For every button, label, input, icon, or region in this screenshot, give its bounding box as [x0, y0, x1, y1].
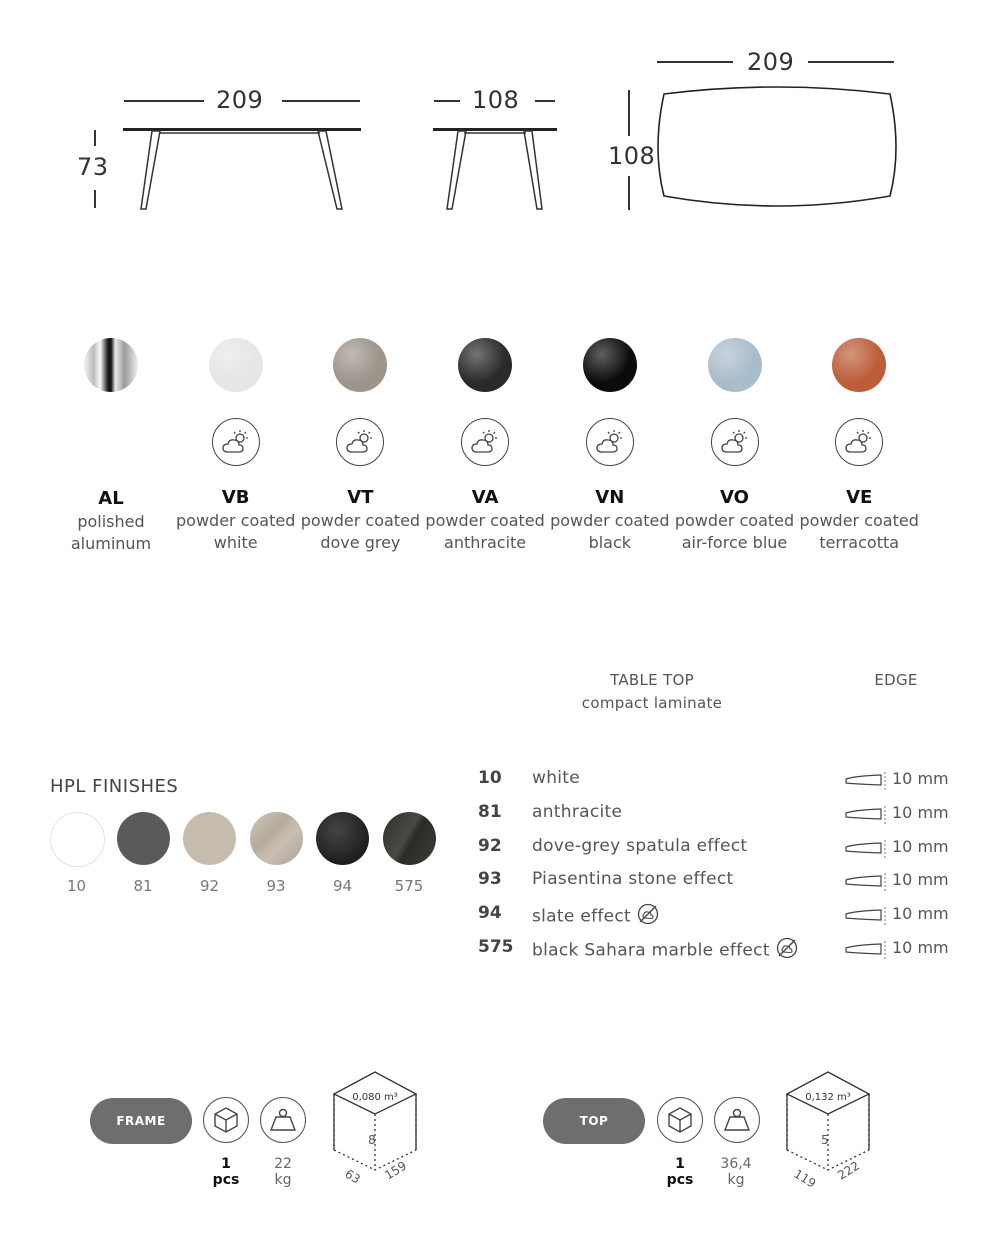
- edge-thickness: 10 mm: [892, 870, 949, 890]
- hpl-label: 10: [66, 877, 87, 895]
- row-name-wrap: [532, 937, 798, 964]
- hpl-label: 93: [266, 877, 286, 895]
- row-name: anthracite: [532, 801, 623, 822]
- finish-swatch: [708, 338, 762, 392]
- finish-swatch: [458, 338, 512, 392]
- finish-code: AL: [98, 488, 124, 509]
- edge-profile-icon: [845, 941, 887, 963]
- top-box-length: 222: [835, 1158, 863, 1183]
- frame-box-width: 63: [342, 1166, 363, 1187]
- row-name-wrap: [532, 903, 659, 930]
- frame-volume: 0,080 m³: [352, 1092, 398, 1103]
- top-volume: 0,132 m³: [805, 1092, 851, 1103]
- table-front-view: [430, 125, 560, 213]
- edge-profile-icon: [845, 772, 887, 794]
- table-side-view: [120, 125, 365, 213]
- frame-box-length: 159: [382, 1158, 410, 1183]
- finish-code: VB: [221, 487, 250, 508]
- hpl-swatch-94: [316, 812, 369, 865]
- finish-code: VA: [471, 487, 499, 508]
- finish-code: VN: [595, 487, 625, 508]
- top-width-label: 108: [608, 142, 656, 170]
- finish-description: powder coated air-force blue: [674, 511, 795, 552]
- outdoor-weather-icon: [586, 418, 634, 466]
- row-code: 575: [478, 937, 514, 957]
- finish-va: [415, 338, 555, 554]
- finish-swatch: [209, 338, 263, 392]
- table-top-heading-line2: compact laminate: [581, 694, 723, 712]
- finish-description: powder coated terracotta: [799, 511, 919, 552]
- finish-vo: [665, 338, 805, 554]
- table-top-row: [478, 834, 958, 862]
- box-icon: [203, 1097, 249, 1143]
- finish-code: VT: [347, 487, 374, 508]
- finish-swatch: [583, 338, 637, 392]
- row-code: 81: [478, 801, 502, 822]
- edge-thickness: 10 mm: [892, 836, 949, 856]
- weight-icon: [714, 1097, 760, 1143]
- side-length-label: 209: [216, 86, 264, 114]
- height-label: 73: [77, 153, 109, 181]
- top-weight: [711, 1156, 761, 1188]
- frame-weight-unit: kg: [274, 1172, 292, 1188]
- box-icon: [657, 1097, 703, 1143]
- no-outdoor-icon: [637, 903, 659, 930]
- finish-description: powder coated anthracite: [425, 511, 545, 552]
- finish-vb: [166, 338, 306, 554]
- outdoor-weather-icon: [461, 418, 509, 466]
- row-name: black Sahara marble effect: [532, 940, 770, 961]
- outdoor-weather-icon: [711, 418, 759, 466]
- row-name: slate effect: [532, 906, 632, 927]
- frame-weight: [258, 1156, 308, 1188]
- side-width-label: 108: [472, 86, 520, 114]
- finish-code: VE: [846, 487, 873, 508]
- edge-thickness: 10 mm: [892, 802, 949, 822]
- edge-thickness: 10 mm: [892, 938, 949, 957]
- hpl-swatch-81: [117, 812, 170, 865]
- row-name-wrap: [532, 768, 580, 788]
- outdoor-weather-icon: [212, 418, 260, 466]
- finish-swatch: [84, 338, 138, 392]
- top-box-height: 5: [821, 1133, 829, 1147]
- row-name: white: [532, 768, 581, 788]
- row-name-wrap: [532, 802, 622, 822]
- outdoor-weather-icon: [835, 418, 883, 466]
- frame-pcs: [201, 1156, 251, 1188]
- finish-code: VO: [720, 487, 749, 508]
- weight-icon: [260, 1097, 306, 1143]
- table-top-row: [478, 766, 958, 794]
- finish-ve: [789, 338, 929, 554]
- table-top-row: [478, 901, 958, 929]
- hpl-label: 92: [199, 877, 220, 895]
- edge-thickness: 10 mm: [892, 904, 949, 924]
- hpl-swatch-10: [50, 812, 105, 867]
- top-pcs-unit: pcs: [666, 1172, 694, 1188]
- edge-heading: EDGE: [874, 671, 918, 689]
- finish-al: [41, 338, 181, 555]
- edge-profile-icon: [845, 873, 887, 895]
- hpl-swatch-92: [183, 812, 236, 865]
- row-code: 93: [478, 869, 502, 890]
- finish-description: powder coated white: [176, 511, 296, 552]
- frame-pcs-unit: pcs: [212, 1172, 240, 1188]
- row-code: 10: [478, 768, 502, 788]
- top-box-diagram: [781, 1064, 877, 1194]
- hpl-label: 81: [133, 877, 153, 895]
- top-weight-unit: kg: [727, 1172, 745, 1188]
- edge-profile-icon: [845, 806, 887, 828]
- no-outdoor-icon: [776, 937, 798, 964]
- table-top-heading: [552, 669, 752, 715]
- finish-vt: [290, 338, 430, 554]
- hpl-label: 575: [394, 877, 424, 895]
- top-weight-value: 36,4: [720, 1156, 752, 1172]
- edge-thickness: 10 mm: [892, 769, 949, 788]
- frame-pill: FRAME: [90, 1098, 192, 1144]
- top-pcs-number: 1: [675, 1156, 685, 1172]
- hpl-label: 94: [332, 877, 353, 895]
- table-top-row: [478, 867, 958, 895]
- row-code: 92: [478, 835, 502, 856]
- row-name-wrap: [532, 836, 747, 856]
- row-name: Piasentina stone effect: [532, 869, 734, 890]
- outdoor-weather-icon: [336, 418, 384, 466]
- table-top-view: [652, 84, 902, 216]
- finish-description: powder coated black: [550, 511, 670, 552]
- finish-description: polished aluminum: [70, 512, 152, 553]
- hpl-title: HPL FINISHES: [50, 776, 179, 797]
- frame-box-diagram: [328, 1064, 424, 1194]
- finish-swatch: [333, 338, 387, 392]
- hpl-swatch-575: [383, 812, 436, 865]
- table-top-row: [478, 800, 958, 828]
- top-box-width: 119: [791, 1166, 819, 1191]
- finish-vn: [540, 338, 680, 554]
- table-top-row: [478, 935, 958, 963]
- top-pill: TOP: [543, 1098, 645, 1144]
- row-name: dove-grey spatula effect: [532, 835, 748, 856]
- finish-swatch: [832, 338, 886, 392]
- top-length-label: 209: [747, 48, 795, 76]
- frame-weight-value: 22: [274, 1156, 292, 1172]
- row-code: 94: [478, 903, 502, 924]
- row-name-wrap: [532, 869, 733, 889]
- frame-box-height: 8: [368, 1133, 376, 1147]
- frame-pcs-number: 1: [221, 1156, 231, 1172]
- table-top-heading-line1: TABLE TOP: [610, 671, 694, 689]
- hpl-swatch-93: [250, 812, 303, 865]
- finish-description: powder coated dove grey: [300, 511, 421, 552]
- edge-profile-icon: [845, 840, 887, 862]
- top-pcs: [655, 1156, 705, 1188]
- edge-profile-icon: [845, 907, 887, 929]
